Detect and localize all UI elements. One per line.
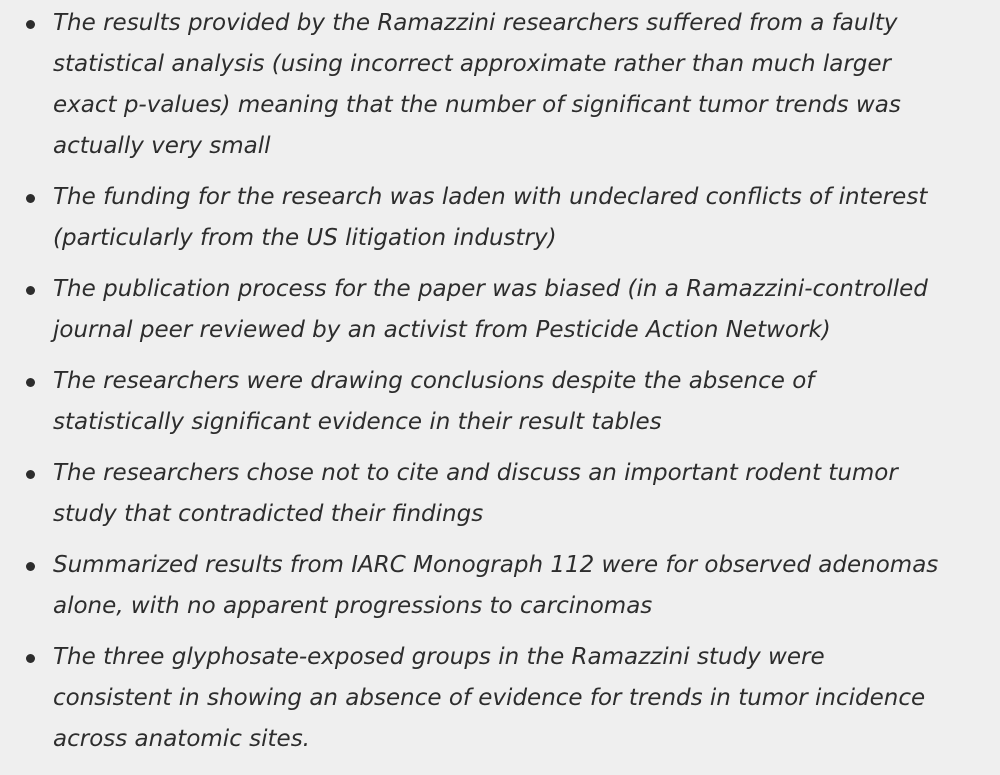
bullet-point-icon <box>26 562 35 571</box>
list-item <box>0 361 1000 443</box>
list-item-text: The researchers chose not to cite and discuss an important rodent tumor study that contradicted their findings <box>53 460 898 527</box>
list-item-text: The researchers were drawing conclusions despite the absence of statistically significant evidence in their result tables <box>53 368 815 435</box>
list-item-text: The three glyphosate-exposed groups in the Ramazzini study were consistent in showing an absence of evidence for trends in tumor incidence across anatomic sites. <box>53 644 926 752</box>
bullet-point-icon <box>26 194 35 203</box>
list-item <box>0 3 1000 167</box>
bullet-point-icon <box>26 20 35 29</box>
list-item <box>0 177 1000 259</box>
list-item-text: The publication process for the paper was biased (in a Ramazzini-controlled journal peer reviewed by an activist from Pesticide Action Network) <box>53 276 928 343</box>
bullet-point-icon <box>26 378 35 387</box>
bullet-list <box>0 3 1000 770</box>
list-item <box>0 269 1000 351</box>
list-item <box>0 453 1000 535</box>
list-item-text: The funding for the research was laden with undeclared conflicts of interest (particularly from the US litigation industry) <box>53 184 928 251</box>
list-item-text: Summarized results from IARC Monograph 112 were for observed adenomas alone, with no apparent progressions to carcinomas <box>53 552 939 619</box>
list-item <box>0 637 1000 760</box>
bullet-point-icon <box>26 470 35 479</box>
list-item-text: The results provided by the Ramazzini researchers suffered from a faulty statistical analysis (using incorrect approximate rather than much larger exact p-values) meaning that the number of significant tumor trends was actually very small <box>53 10 901 159</box>
bullet-point-icon <box>26 654 35 663</box>
bullet-point-icon <box>26 286 35 295</box>
list-item <box>0 545 1000 627</box>
